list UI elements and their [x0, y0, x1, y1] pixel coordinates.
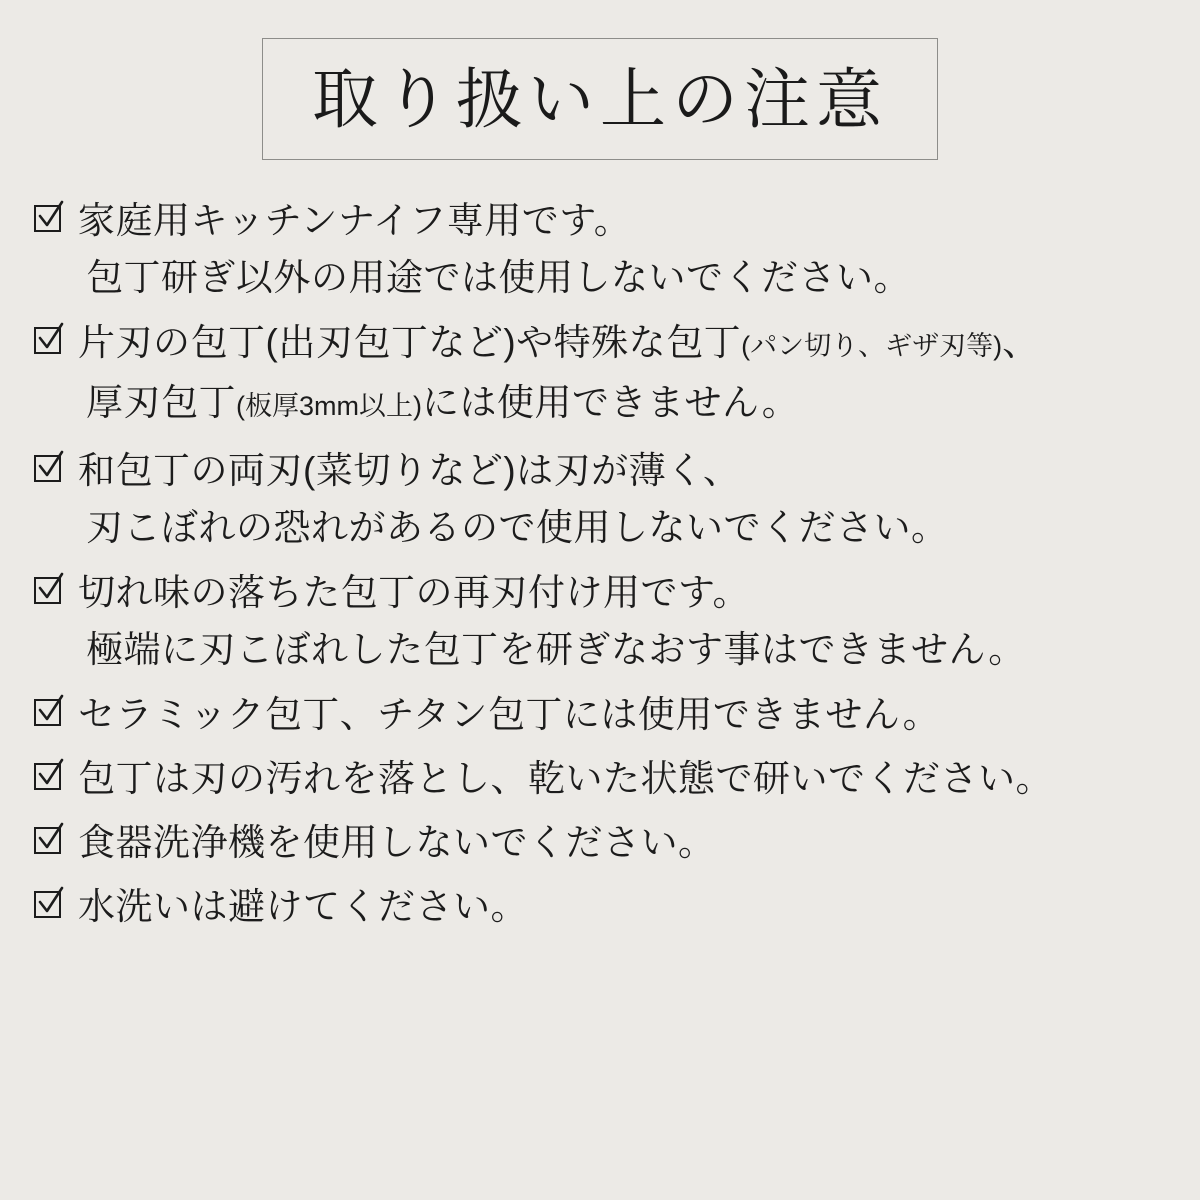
note-line-primary-text: [78, 568, 750, 618]
note-line-secondary: [34, 377, 1174, 432]
note-text: 極端に刃こぼれした包丁を研ぎなおす事はできません。: [86, 629, 1026, 670]
note-text: 家庭用キッチンナイフ専用です。: [78, 200, 632, 241]
list-item: [34, 446, 1174, 554]
note-line-primary-text: [78, 446, 740, 496]
notice-list: [34, 196, 1174, 936]
note-line-primary: [34, 196, 1174, 246]
note-line-primary: [34, 818, 1174, 868]
note-line-primary: [34, 568, 1174, 618]
checkbox-checked-icon: [34, 699, 64, 729]
note-text: 食器洗浄機を使用しないでください。: [78, 822, 716, 863]
note-line-primary: [34, 754, 1174, 804]
note-line-primary-text: [78, 318, 1040, 371]
note-line-secondary: [34, 502, 1174, 554]
note-text: 和包丁の両刃(菜切りなど)は刃が薄く、: [78, 450, 741, 491]
checkbox-checked-icon: [34, 455, 64, 485]
note-line-primary: [34, 882, 1174, 932]
list-spacer: [34, 308, 1174, 318]
list-item: [34, 690, 1174, 740]
note-line-primary: [34, 318, 1174, 371]
note-text: 包丁は刃の汚れを落とし、乾いた状態で研いでください。: [78, 758, 1053, 799]
list-spacer: [34, 872, 1174, 882]
checkbox-checked-icon: [34, 827, 64, 857]
list-spacer: [34, 680, 1174, 690]
list-item: [34, 818, 1174, 868]
checkbox-checked-icon: [34, 891, 64, 921]
note-line-primary-text: [78, 196, 631, 246]
note-text: 刃こぼれの恐れがあるので使用しないでください。: [86, 507, 949, 548]
list-spacer: [34, 744, 1174, 754]
note-text-small: (板厚3mm以上): [236, 391, 422, 421]
list-spacer: [34, 808, 1174, 818]
list-item: [34, 882, 1174, 932]
list-spacer: [34, 436, 1174, 446]
checkbox-checked-icon: [34, 577, 64, 607]
list-item: [34, 196, 1174, 304]
page-title: 取り扱い上の注意: [312, 62, 888, 136]
list-item: [34, 568, 1174, 676]
list-item: [34, 754, 1174, 804]
note-line-primary-text: [78, 882, 528, 932]
note-text: 切れ味の落ちた包丁の再刃付け用です。: [78, 572, 751, 613]
checkbox-checked-icon: [34, 205, 64, 235]
note-line-secondary: [34, 252, 1174, 304]
note-text: 、: [1002, 322, 1040, 363]
note-text: セラミック包丁、チタン包丁には使用できません。: [78, 694, 941, 735]
note-line-primary-text: [78, 818, 716, 868]
note-text: 片刃の包丁(出刃包丁など)や特殊な包丁: [78, 322, 742, 363]
note-line-primary: [34, 690, 1174, 740]
checkbox-checked-icon: [34, 327, 64, 357]
note-line-primary-text: [78, 754, 1053, 804]
note-text-small: (パン切り、ギザ刃等): [741, 331, 1003, 361]
note-text: 厚刃包丁: [86, 382, 236, 423]
note-line-primary: [34, 446, 1174, 496]
checkbox-checked-icon: [34, 763, 64, 793]
note-text: 水洗いは避けてください。: [78, 886, 528, 927]
page-title-box: [262, 38, 938, 160]
list-item: [34, 318, 1174, 432]
note-line-secondary: [34, 624, 1174, 676]
note-text: 包丁研ぎ以外の用途では使用しないでください。: [86, 257, 911, 298]
note-text: には使用できません。: [421, 382, 800, 423]
note-line-primary-text: [78, 690, 940, 740]
list-spacer: [34, 558, 1174, 568]
